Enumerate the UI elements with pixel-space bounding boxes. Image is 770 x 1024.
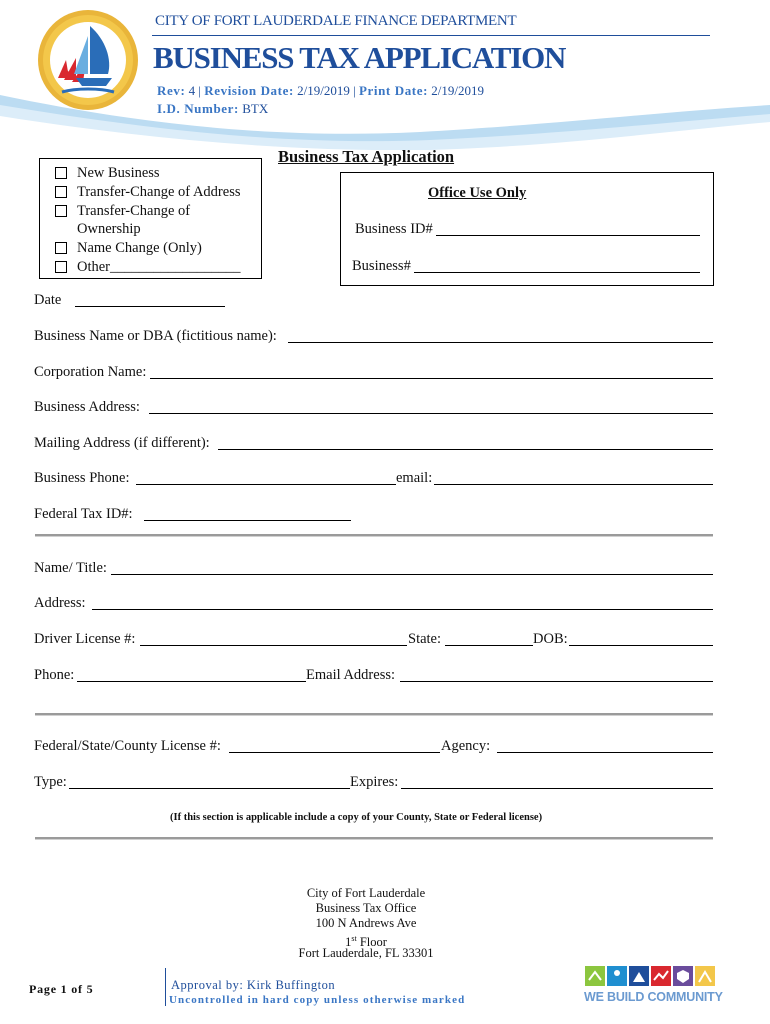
document-title: BUSINESS TAX APPLICATION (153, 40, 566, 75)
type-label: Type: (34, 774, 67, 790)
header-divider (152, 35, 710, 36)
address-line-city: City of Fort Lauderdale (306, 886, 426, 900)
business-id-label: Business ID# (355, 221, 433, 237)
date-field[interactable] (75, 306, 225, 307)
business-address-field[interactable] (149, 413, 713, 414)
checkbox-square[interactable] (55, 261, 67, 273)
federal-tax-id-field[interactable] (144, 520, 351, 521)
floor-text: Floor (356, 935, 387, 950)
type-field[interactable] (69, 788, 350, 789)
checkbox-label: Ownership (77, 221, 141, 237)
email-address-field[interactable] (400, 681, 713, 682)
name-title-field[interactable] (111, 574, 713, 575)
checkbox-label: Transfer-Change of (77, 203, 191, 219)
page-number: Page 1 of 5 (29, 982, 94, 996)
name-title-label: Name/ Title: (34, 560, 107, 576)
federal-tax-id-label: Federal Tax ID#: (34, 506, 133, 522)
business-name-label: Business Name or DBA (fictitious name): (34, 328, 277, 344)
floor-number: 1 (345, 935, 352, 950)
checkbox-square[interactable] (55, 205, 67, 217)
address-line-citystate: Fort Lauderdale, FL 33301 (298, 946, 434, 960)
license-note: (If this section is applicable include a copy of your County, State or Federal license) (170, 812, 543, 823)
office-use-title: Office Use Only (428, 185, 527, 201)
checkbox-square[interactable] (55, 242, 67, 254)
email-field[interactable] (434, 484, 713, 485)
email-label: email: (396, 470, 433, 486)
section-divider (35, 713, 713, 716)
state-label: State: (408, 631, 442, 647)
section-divider (35, 837, 713, 840)
form-heading: Business Tax Application (278, 147, 455, 166)
revision-line: Rev: 4 | Revision Date: 2/19/2019 | Print Date: 2/19/2019 (157, 83, 485, 98)
address-field[interactable] (92, 609, 713, 610)
corporation-name-field[interactable] (150, 378, 713, 379)
business-number-field[interactable] (414, 272, 700, 273)
checkbox-label: Name Change (Only) (77, 240, 202, 256)
business-number-label: Business# (352, 258, 411, 274)
section-divider (35, 534, 713, 537)
dob-field[interactable] (569, 645, 713, 646)
address-line-street: 100 N Andrews Ave (315, 916, 417, 930)
department-name: CITY OF FORT LAUDERDALE FINANCE DEPARTMENT (155, 13, 517, 29)
email-address-label: Email Address: (306, 667, 396, 683)
business-id-field[interactable] (436, 235, 700, 236)
id-number-label: I.D. Number: (157, 101, 239, 116)
community-icons-logo (585, 964, 727, 990)
print-date-value: 2/19/2019 (431, 83, 485, 98)
address-label: Address: (34, 595, 86, 611)
driver-license-field[interactable] (140, 645, 407, 646)
phone-field[interactable] (77, 681, 306, 682)
corporation-name-label: Corporation Name: (34, 364, 147, 380)
checkbox-label: Other__________________ (77, 259, 241, 275)
address-line-office: Business Tax Office (315, 901, 417, 915)
uncontrolled-notice: Uncontrolled in hard copy unless otherwise marked (169, 994, 466, 1006)
print-date-label: Print Date: (358, 83, 429, 98)
community-slogan: WE BUILD COMMUNITY (584, 990, 723, 1004)
license-field[interactable] (229, 752, 440, 753)
checkbox-square[interactable] (55, 167, 67, 179)
rev-label: Rev: (157, 83, 186, 98)
rev-value: 4 (188, 83, 196, 98)
driver-license-label: Driver License #: (34, 631, 136, 647)
revision-date-label: Revision Date: (204, 83, 294, 98)
expires-label: Expires: (350, 774, 399, 790)
business-address-label: Business Address: (34, 399, 140, 415)
mailing-address-label: Mailing Address (if different): (34, 435, 210, 451)
footer-divider (165, 968, 166, 1006)
business-name-field[interactable] (288, 342, 713, 343)
phone-label: Phone: (34, 667, 75, 683)
checkbox-label: New Business (77, 165, 160, 181)
floor-suffix: st (351, 934, 357, 943)
expires-field[interactable] (401, 788, 713, 789)
revision-date-value: 2/19/2019 (297, 83, 350, 98)
agency-field[interactable] (497, 752, 713, 753)
agency-label: Agency: (441, 738, 491, 754)
business-phone-field[interactable] (136, 484, 396, 485)
business-phone-label: Business Phone: (34, 470, 130, 486)
date-label: Date (34, 292, 62, 308)
license-label: Federal/State/County License #: (34, 738, 221, 754)
checkbox-label: Transfer-Change of Address (77, 184, 241, 200)
checkbox-square[interactable] (55, 186, 67, 198)
id-number-line (157, 101, 268, 117)
id-number-value: BTX (242, 101, 269, 116)
dob-label: DOB: (533, 631, 568, 647)
approval-text: Approval by: Kirk Buffington (171, 978, 336, 992)
city-seal-logo (36, 8, 140, 112)
state-field[interactable] (445, 645, 533, 646)
mailing-address-field[interactable] (218, 449, 713, 450)
